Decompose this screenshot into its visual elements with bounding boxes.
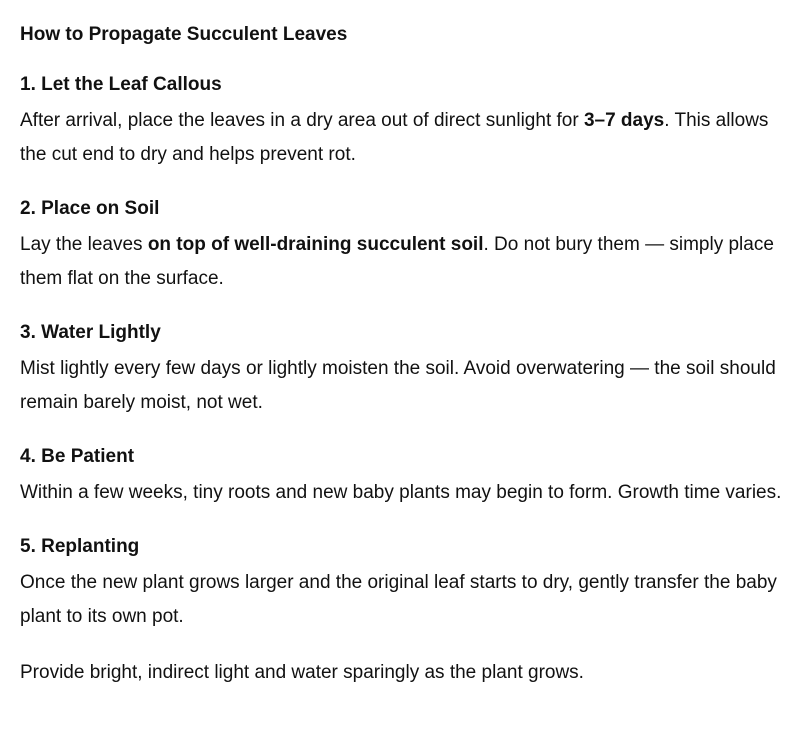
step-emphasis: on top of well-draining succulent soil <box>147 234 484 255</box>
step-body: Mist lightly every few days or lightly moisten the soil. Avoid overwatering — the soil should remain barely moist, not wet. <box>20 358 776 413</box>
step-4 <box>20 444 800 510</box>
step-text: Lay the leaves <box>20 234 148 255</box>
step-text: . Do not bury them — simply place them flat on the surface. <box>20 234 774 289</box>
step-emphasis: 3–7 days <box>583 110 665 131</box>
step-heading: 1. Let the Leaf Callous <box>20 74 222 95</box>
document-title: How to Propagate Succulent Leaves <box>20 24 348 45</box>
step-body: Once the new plant grows larger and the original leaf starts to dry, gently transfer the baby plant to its own pot. <box>20 572 777 627</box>
step-body <box>20 104 790 172</box>
step-body: Within a few weeks, tiny roots and new baby plants may begin to form. Growth time varies. <box>20 482 782 503</box>
step-2 <box>20 196 800 296</box>
step-1 <box>20 72 800 172</box>
step-heading: 5. Replanting <box>20 536 140 557</box>
step-heading: 2. Place on Soil <box>20 198 160 219</box>
step-text: . This allows the cut end to dry and helps prevent rot. <box>20 110 769 165</box>
step-heading: 4. Be Patient <box>20 446 135 467</box>
step-5 <box>20 534 800 634</box>
step-heading: 3. Water Lightly <box>20 322 161 343</box>
step-3 <box>20 320 800 420</box>
step-text: After arrival, place the leaves in a dry area out of direct sunlight for <box>20 110 584 131</box>
step-body <box>20 228 790 296</box>
closing-note: Provide bright, indirect light and water sparingly as the plant grows. <box>20 662 584 683</box>
